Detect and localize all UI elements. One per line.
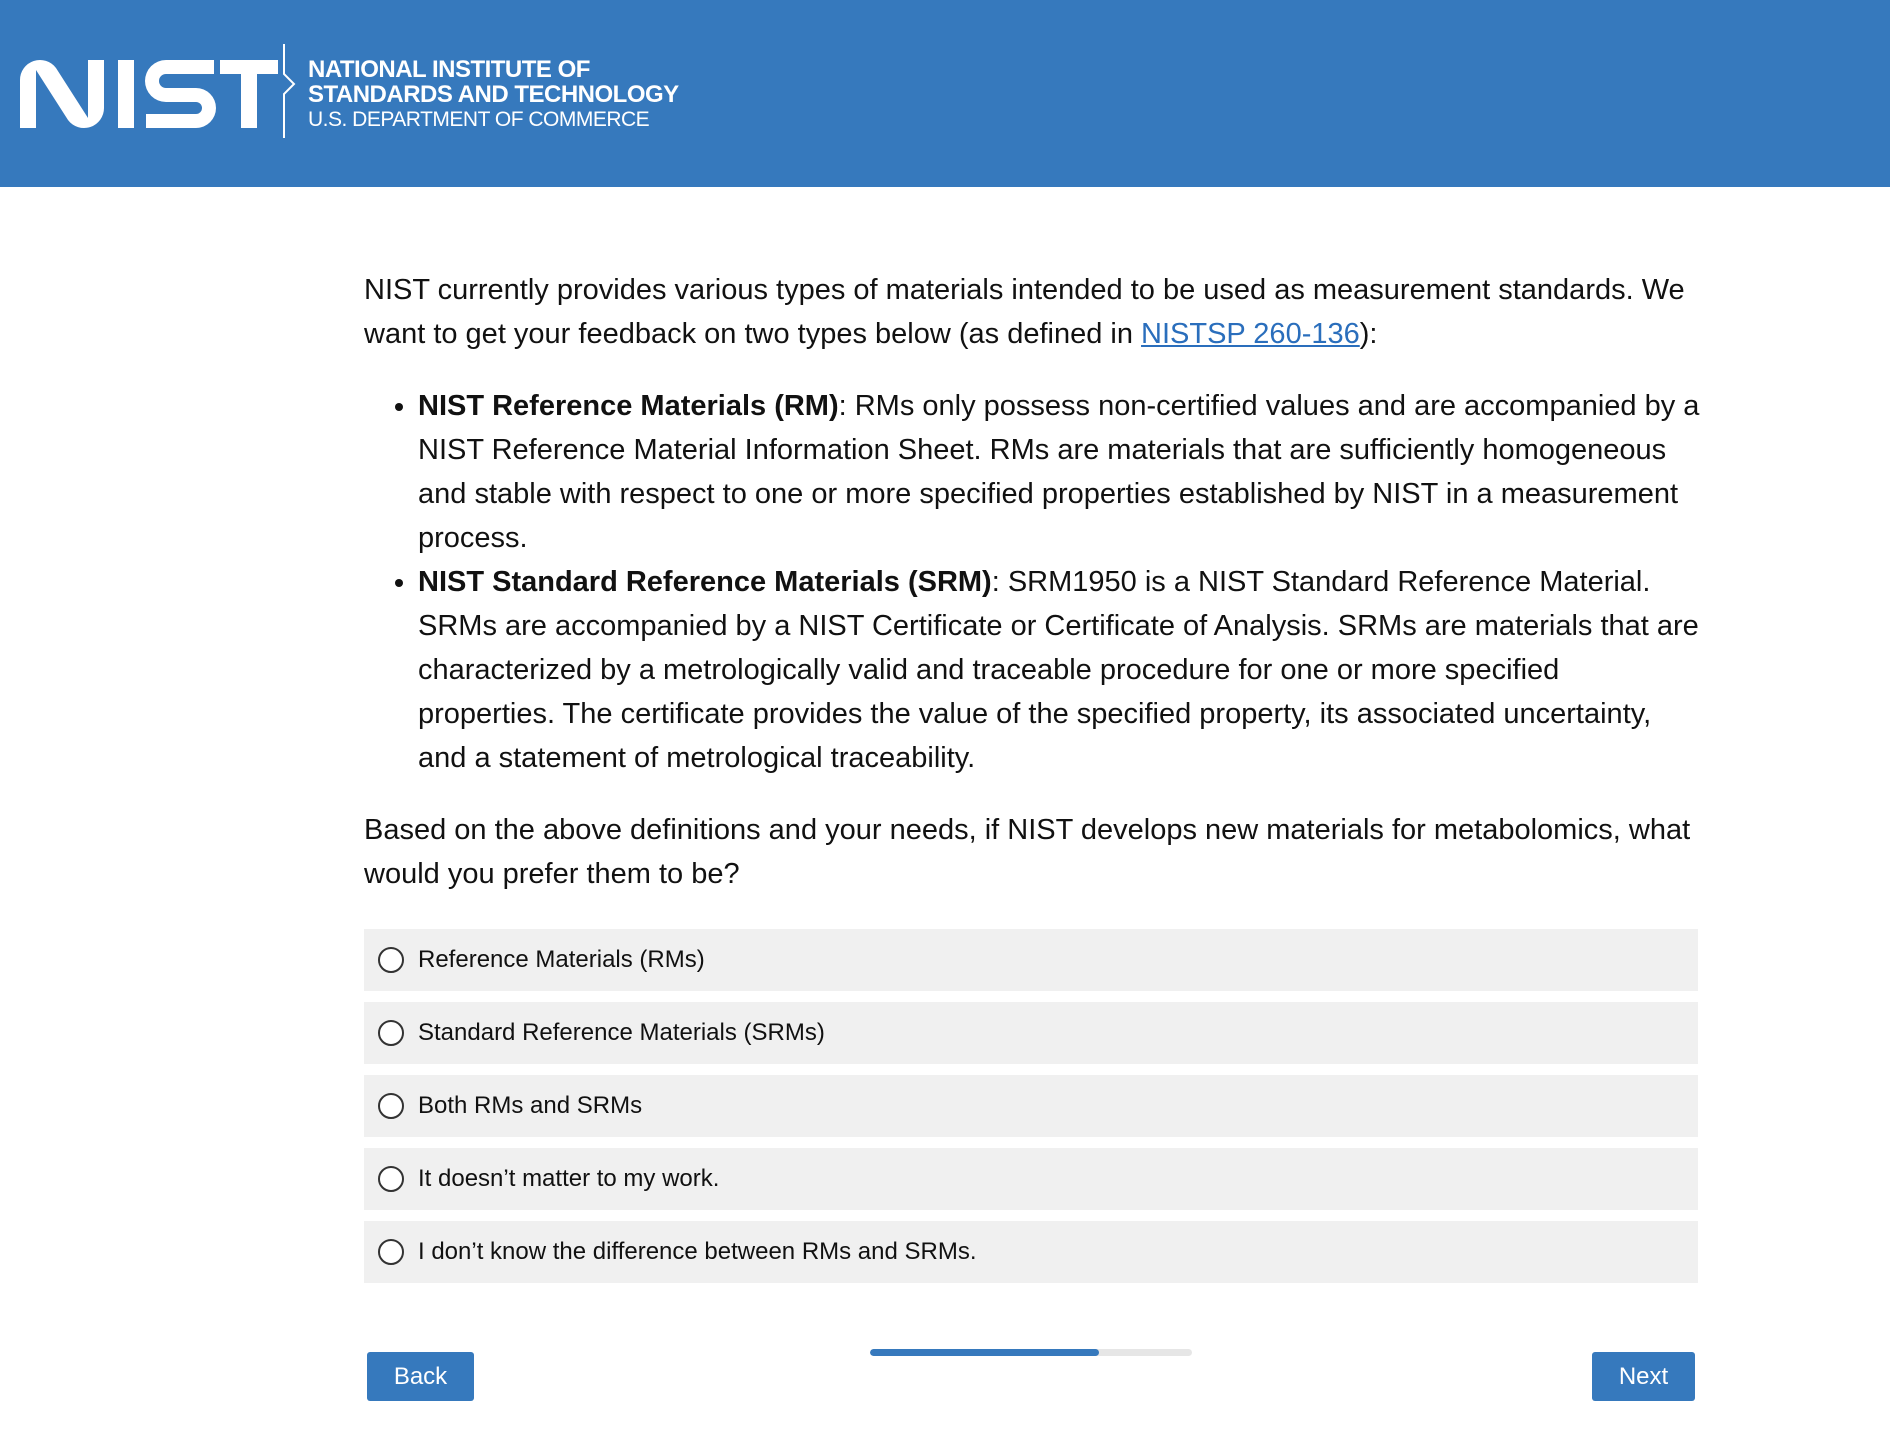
option-label: Reference Materials (RMs) bbox=[418, 946, 705, 973]
survey-content bbox=[364, 268, 1700, 896]
logo-divider-icon bbox=[282, 44, 296, 138]
option-label: Standard Reference Materials (SRMs) bbox=[418, 1019, 825, 1046]
question-text: Based on the above definitions and your needs, if NIST develops new materials for metabolomics, what would you prefer them to be? bbox=[364, 814, 1691, 890]
definition-description: : RMs only possess non-certified values and are accompanied by a NIST Reference Material Information Sheet. RMs are materials that are sufficiently homogeneous and stable with respect to one or more specified properties established by NIST in a measurement process. bbox=[418, 390, 1700, 554]
option-doesnt-matter[interactable] bbox=[364, 1148, 1698, 1210]
site-header bbox=[0, 0, 1890, 187]
definition-term: NIST Reference Materials (RM) bbox=[418, 390, 839, 422]
radio-button[interactable] bbox=[378, 1166, 404, 1192]
definition-term: NIST Standard Reference Materials (SRM) bbox=[418, 566, 992, 598]
definitions-list bbox=[364, 384, 1700, 780]
nist-sp-link[interactable]: NISTSP 260-136 bbox=[1141, 318, 1360, 350]
option-label: I don’t know the difference between RMs and SRMs. bbox=[418, 1238, 977, 1265]
radio-button[interactable] bbox=[378, 1020, 404, 1046]
intro-paragraph bbox=[364, 268, 1700, 356]
option-srms[interactable] bbox=[364, 1002, 1698, 1064]
answer-options bbox=[364, 929, 1698, 1294]
radio-button[interactable] bbox=[378, 947, 404, 973]
org-department: U.S. DEPARTMENT OF COMMERCE bbox=[308, 108, 650, 131]
next-button[interactable]: Next bbox=[1592, 1352, 1695, 1401]
definition-description: : SRM1950 is a NIST Standard Reference Material. SRMs are accompanied by a NIST Certificate or Certificate of Analysis. SRMs are materials that are characterized by a metrologically valid and traceable procedure for one or more specified properties. The certificate provides the value of the specified property, its associated uncertainty, and a statement of metrological traceability. bbox=[418, 566, 1699, 774]
radio-button[interactable] bbox=[378, 1093, 404, 1119]
intro-text: NIST currently provides various types of materials intended to be used as measurement standards. We want to get your feedback on two types below (as defined in bbox=[364, 274, 1685, 350]
org-name-line1: NATIONAL INSTITUTE OF bbox=[308, 56, 590, 83]
progress-bar bbox=[870, 1349, 1192, 1356]
option-both[interactable] bbox=[364, 1075, 1698, 1137]
radio-button[interactable] bbox=[378, 1239, 404, 1265]
option-label: It doesn’t matter to my work. bbox=[418, 1165, 720, 1192]
definition-item-srm bbox=[418, 560, 1700, 780]
option-rms[interactable] bbox=[364, 929, 1698, 991]
definition-item-rm bbox=[418, 384, 1700, 560]
option-label: Both RMs and SRMs bbox=[418, 1092, 643, 1119]
nist-logo-icon[interactable] bbox=[18, 58, 280, 130]
progress-bar-fill bbox=[870, 1349, 1099, 1356]
intro-text-end: ): bbox=[1359, 318, 1378, 350]
back-button[interactable]: Back bbox=[367, 1352, 474, 1401]
option-dont-know[interactable] bbox=[364, 1221, 1698, 1283]
org-name-line2: STANDARDS AND TECHNOLOGY bbox=[308, 81, 679, 108]
